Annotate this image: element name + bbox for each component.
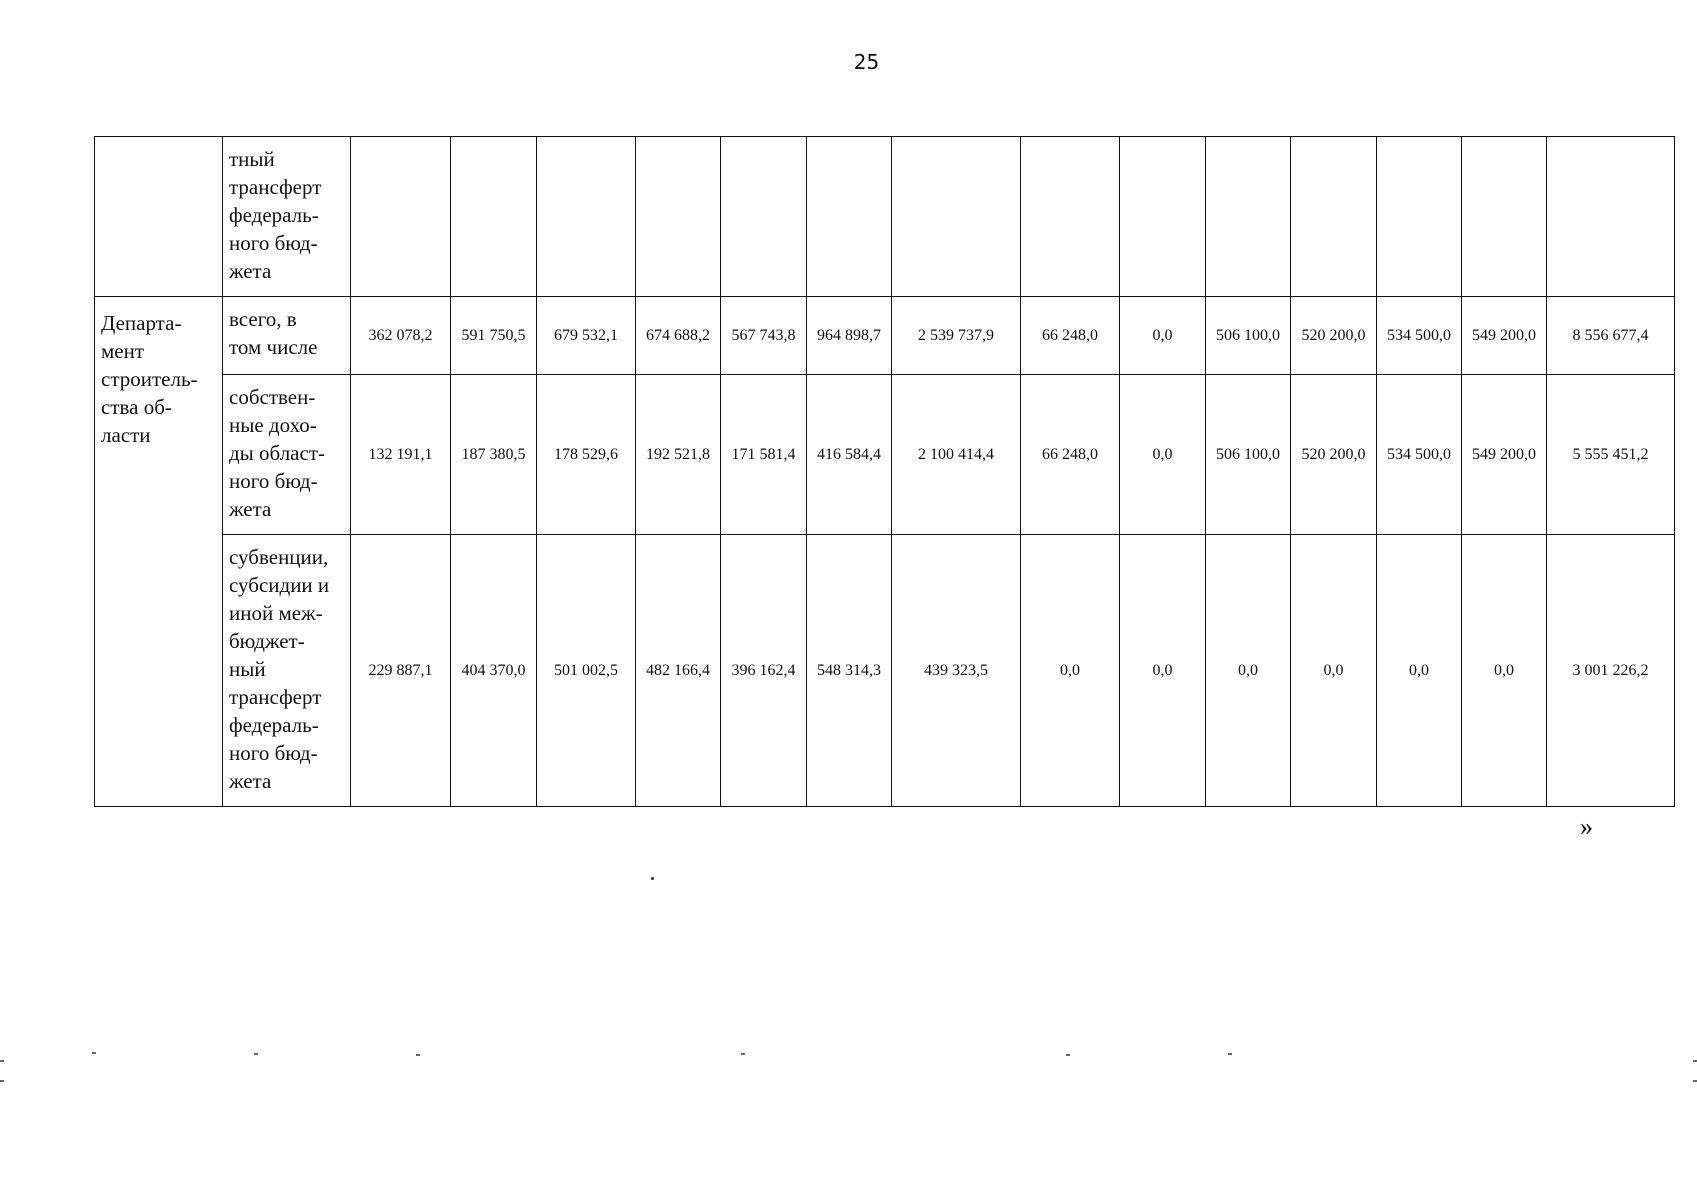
row-label-line: ного бюд-: [229, 469, 318, 493]
value-cell: 506 100,0: [1206, 375, 1291, 535]
row-label-line: субвенции,: [229, 545, 329, 569]
value-cell: 396 162,4: [721, 535, 807, 807]
scan-mark: [254, 1053, 258, 1055]
page-number: 25: [853, 50, 880, 74]
value-cell: 178 529,6: [537, 375, 636, 535]
table-row: [95, 375, 1675, 535]
row-label-cell: [223, 535, 351, 807]
row-label-line: иной меж-: [229, 601, 323, 625]
department-cell: [95, 297, 223, 807]
value-cell: 187 380,5: [451, 375, 537, 535]
value-cell: 501 002,5: [537, 535, 636, 807]
value-cell: [1377, 137, 1462, 297]
value-cell: [807, 137, 892, 297]
value-cell: [636, 137, 721, 297]
scan-mark: [1066, 1054, 1070, 1056]
scan-mark: [92, 1052, 96, 1054]
row-label-line: ные дохо-: [229, 413, 317, 437]
value-cell: 506 100,0: [1206, 297, 1291, 375]
row-label-line: ного бюд-: [229, 741, 318, 765]
row-label-line: всего, в: [229, 307, 297, 331]
value-cell: 679 532,1: [537, 297, 636, 375]
value-cell: 439 323,5: [892, 535, 1021, 807]
row-label-line: том числе: [229, 335, 318, 359]
value-cell: 2 539 737,9: [892, 297, 1021, 375]
row-label-line: трансферт: [229, 685, 322, 709]
row-label-line: субсидии и: [229, 573, 330, 597]
value-cell: 8 556 677,4: [1547, 297, 1675, 375]
value-cell: 362 078,2: [351, 297, 451, 375]
value-cell: [1291, 137, 1377, 297]
value-cell: 482 166,4: [636, 535, 721, 807]
table-row: [95, 297, 1675, 375]
value-cell: [1547, 137, 1675, 297]
value-cell: 0,0: [1021, 535, 1120, 807]
value-cell: 229 887,1: [351, 535, 451, 807]
row-label-line: федераль-: [229, 203, 319, 227]
department-line: Департа-: [101, 311, 182, 335]
value-cell: 548 314,3: [807, 535, 892, 807]
value-cell: 567 743,8: [721, 297, 807, 375]
department-line: ласти: [101, 423, 151, 447]
empty-department-cell: [95, 137, 223, 297]
value-cell: 0,0: [1120, 535, 1206, 807]
row-label-cell: [223, 297, 351, 375]
value-cell: 132 191,1: [351, 375, 451, 535]
value-cell: 0,0: [1462, 535, 1547, 807]
value-cell: 0,0: [1120, 297, 1206, 375]
scan-mark: [1693, 1060, 1697, 1062]
row-label-line: жета: [229, 259, 272, 283]
value-cell: 0,0: [1206, 535, 1291, 807]
row-label-cell: [223, 137, 351, 297]
value-cell: [1462, 137, 1547, 297]
value-cell: [1120, 137, 1206, 297]
row-label-line: трансферт: [229, 175, 322, 199]
value-cell: 3 001 226,2: [1547, 535, 1675, 807]
scan-mark: [416, 1054, 420, 1056]
scan-mark: [0, 1080, 4, 1082]
value-cell: 674 688,2: [636, 297, 721, 375]
value-cell: [892, 137, 1021, 297]
value-cell: 5 555 451,2: [1547, 375, 1675, 535]
scan-mark: [741, 1053, 745, 1055]
value-cell: 0,0: [1120, 375, 1206, 535]
value-cell: [451, 137, 537, 297]
department-line: мент: [101, 339, 145, 363]
value-cell: 549 200,0: [1462, 297, 1547, 375]
value-cell: 0,0: [1291, 535, 1377, 807]
scan-mark: [1693, 1080, 1697, 1082]
row-label-line: ный: [229, 657, 266, 681]
value-cell: 404 370,0: [451, 535, 537, 807]
value-cell: 591 750,5: [451, 297, 537, 375]
row-label-line: федераль-: [229, 713, 319, 737]
value-cell: 549 200,0: [1462, 375, 1547, 535]
budget-table: [94, 136, 1675, 807]
row-label-line: жета: [229, 497, 272, 521]
department-line: строитель-: [101, 367, 198, 391]
value-cell: 534 500,0: [1377, 375, 1462, 535]
table-row: [95, 137, 1675, 297]
row-label-line: ды област-: [229, 441, 325, 465]
value-cell: [351, 137, 451, 297]
value-cell: [721, 137, 807, 297]
value-cell: 520 200,0: [1291, 297, 1377, 375]
row-label-line: собствен-: [229, 385, 316, 409]
closing-quote: »: [1580, 812, 1593, 841]
value-cell: 0,0: [1377, 535, 1462, 807]
row-label-line: ного бюд-: [229, 231, 318, 255]
value-cell: [537, 137, 636, 297]
scan-dot: [651, 877, 654, 880]
value-cell: 2 100 414,4: [892, 375, 1021, 535]
value-cell: 534 500,0: [1377, 297, 1462, 375]
table-row: [95, 535, 1675, 807]
row-label-cell: [223, 375, 351, 535]
value-cell: 192 521,8: [636, 375, 721, 535]
value-cell: 66 248,0: [1021, 375, 1120, 535]
row-label-line: жета: [229, 769, 272, 793]
value-cell: [1021, 137, 1120, 297]
row-label-line: тный: [229, 147, 275, 171]
value-cell: 520 200,0: [1291, 375, 1377, 535]
scan-mark: [1228, 1053, 1232, 1055]
value-cell: [1206, 137, 1291, 297]
value-cell: 171 581,4: [721, 375, 807, 535]
value-cell: 964 898,7: [807, 297, 892, 375]
department-line: ства об-: [101, 395, 172, 419]
row-label-line: бюджет-: [229, 629, 305, 653]
value-cell: 416 584,4: [807, 375, 892, 535]
scan-mark: [0, 1060, 4, 1062]
value-cell: 66 248,0: [1021, 297, 1120, 375]
